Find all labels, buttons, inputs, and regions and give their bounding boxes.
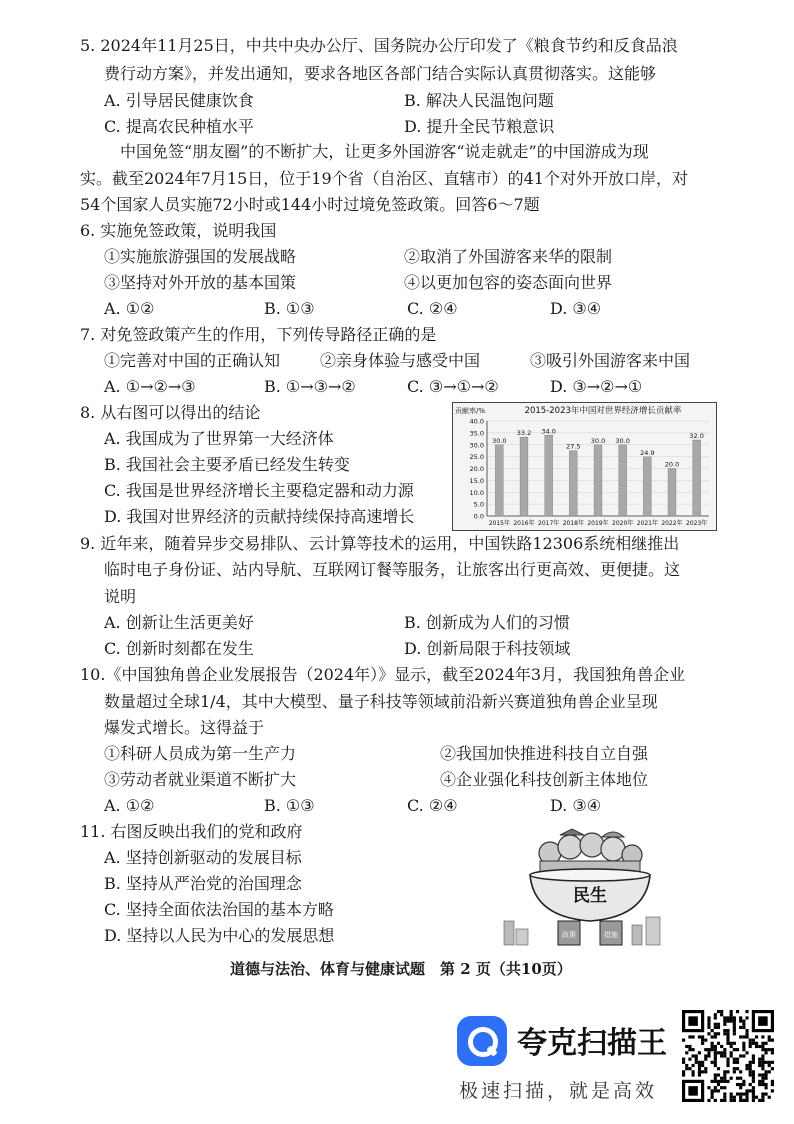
q6-option-a: A. ①② bbox=[104, 299, 155, 318]
page-footer: 道德与法治、体育与健康试题 第 2 页（共10页） bbox=[230, 960, 572, 978]
q5-option-b: B. 解决人民温饱问题 bbox=[404, 91, 554, 110]
q6-statement-1: ①实施旅游强国的发展战略 bbox=[104, 247, 297, 266]
scanner-logo-icon bbox=[457, 1016, 507, 1066]
chart-bar bbox=[693, 440, 701, 516]
chart-title: 2015-2023年中国对世界经济增长贡献率 bbox=[524, 406, 682, 416]
chart-bar bbox=[594, 445, 602, 516]
left-hand-label: 政策 bbox=[562, 931, 576, 939]
q7-statement-3: ③吸引外国游客来中国 bbox=[530, 351, 691, 370]
q10-stem-line-3: 爆发式增长。这得益于 bbox=[104, 718, 265, 737]
bowl-label: 民生 bbox=[573, 886, 607, 906]
q6-statement-3: ③坚持对外开放的基本国策 bbox=[104, 273, 297, 292]
chart-bar bbox=[619, 445, 627, 516]
q8-option-a: A. 我国成为了世界第一大经济体 bbox=[104, 429, 334, 448]
chart-data-label: 30.0 bbox=[615, 436, 630, 445]
q5-option-d: D. 提升全民节粮意识 bbox=[404, 117, 555, 136]
qr-code-icon bbox=[682, 1010, 774, 1102]
contribution-rate-chart bbox=[452, 402, 717, 531]
chart-y-tick-label: 20.0 bbox=[469, 465, 484, 473]
chart-y-tick-label: 30.0 bbox=[469, 441, 484, 450]
q11-option-c: C. 坚持全面依法治国的基本方略 bbox=[104, 900, 334, 919]
chart-y-tick-label: 35.0 bbox=[469, 429, 484, 438]
q8-option-b: B. 我国社会主要矛盾已经发生转变 bbox=[104, 455, 350, 474]
q9-stem-line-3: 说明 bbox=[104, 587, 137, 606]
q6-statement-2: ②取消了外国游客来华的限制 bbox=[404, 247, 613, 266]
chart-bar bbox=[520, 437, 528, 516]
chart-x-tick-label: 2021年 bbox=[636, 520, 658, 527]
chart-y-tick-label: 25.0 bbox=[469, 453, 484, 462]
q6-option-d: D. ③④ bbox=[550, 299, 602, 318]
chart-data-label: 30.0 bbox=[492, 436, 507, 445]
q7-option-c: C. ③→①→② bbox=[407, 377, 499, 396]
q10-stem-line-1: 10.《中国独角兽企业发展报告（2024年）》显示，截至2024年3月，我国独角兽企业 bbox=[80, 665, 686, 684]
scanner-watermark bbox=[457, 1012, 677, 1107]
chart-data-label: 24.9 bbox=[640, 448, 655, 457]
right-hand-label: 措施 bbox=[604, 931, 618, 939]
q5-stem-line-1: 5. 2024年11月25日，中共中央办公厅、国务院办公厅印发了《粮食节约和反食品浪 bbox=[80, 36, 678, 55]
chart-data-label: 30.0 bbox=[590, 436, 606, 445]
q6-option-b: B. ①③ bbox=[264, 299, 315, 318]
chart-x-tick-label: 2016年 bbox=[513, 520, 535, 527]
q11-option-b: B. 坚持从严治党的治国理念 bbox=[104, 874, 302, 893]
chart-y-tick-label: 10.0 bbox=[469, 488, 484, 497]
chart-y-tick-label: 5.0 bbox=[473, 500, 484, 509]
chart-x-tick-label: 2015年 bbox=[488, 520, 510, 527]
chart-svg bbox=[453, 403, 716, 530]
chart-bar bbox=[545, 435, 553, 516]
q9-stem-line-2: 临时电子身份证、站内导航、互联网订餐等服务，让旅客出行更高效、更便捷。这 bbox=[104, 560, 681, 579]
q8-option-d: D. 我国对世界经济的贡献持续保持高速增长 bbox=[104, 507, 415, 526]
material-line-3: 54个国家人员实施72小时或144小时过境免签政策。回答6～7题 bbox=[80, 195, 540, 214]
q9-option-c: C. 创新时刻都在发生 bbox=[104, 639, 254, 658]
q5-option-c: C. 提高农民种植水平 bbox=[104, 117, 254, 136]
q10-statement-2: ②我国加快推进科技自立自强 bbox=[440, 744, 649, 763]
q10-stem-line-2: 数量超过全球1/4，其中大模型、量子科技等领域前沿新兴赛道独角兽企业呈现 bbox=[104, 692, 658, 711]
q9-option-d: D. 创新局限于科技领域 bbox=[404, 639, 571, 658]
q8-stem: 8. 从右图可以得出的结论 bbox=[80, 403, 261, 422]
chart-data-label: 34.0 bbox=[541, 427, 556, 436]
chart-x-tick-label: 2019年 bbox=[587, 520, 609, 527]
chart-data-label: 27.5 bbox=[566, 442, 581, 451]
q10-statement-4: ④企业强化科技创新主体地位 bbox=[440, 770, 649, 789]
q10-option-d: D. ③④ bbox=[550, 796, 602, 815]
chart-data-label: 32.0 bbox=[689, 432, 704, 440]
material-line-2: 实。截至2024年7月15日，位于19个省（自治区、直辖市）的41个对外开放口岸，对 bbox=[80, 169, 688, 188]
chart-y-tick-label: 40.0 bbox=[469, 417, 484, 426]
livelihood-cartoon bbox=[500, 825, 665, 947]
q6-stem: 6. 实施免签政策，说明我国 bbox=[80, 221, 277, 240]
material-line-1: 中国免签“朋友圈”的不断扩大，让更多外国游客“说走就走”的中国游成为现 bbox=[120, 142, 649, 161]
q9-stem-line-1: 9. 近年来，随着异步交易排队、云计算等技术的运用，中国铁路12306系统相继推出 bbox=[80, 534, 680, 553]
q7-option-d: D. ③→②→① bbox=[550, 377, 643, 396]
q7-option-a: A. ①→②→③ bbox=[104, 377, 196, 396]
chart-bar bbox=[643, 457, 651, 516]
q10-option-c: C. ②④ bbox=[407, 796, 458, 815]
chart-bar bbox=[495, 445, 503, 516]
q11-option-d: D. 坚持以人民为中心的发展思想 bbox=[104, 926, 335, 945]
chart-data-label: 33.2 bbox=[516, 429, 532, 438]
q7-option-b: B. ①→③→② bbox=[264, 377, 356, 396]
chart-bar bbox=[569, 451, 577, 516]
q6-option-c: C. ②④ bbox=[407, 299, 458, 318]
q10-option-a: A. ①② bbox=[104, 796, 155, 815]
q10-option-b: B. ①③ bbox=[264, 796, 315, 815]
q9-option-b: B. 创新成为人们的习惯 bbox=[404, 613, 570, 632]
q5-stem-line-2: 费行动方案》，并发出通知，要求各地区各部门结合实际认真贯彻落实。这能够 bbox=[104, 64, 657, 83]
chart-x-tick-label: 2023年 bbox=[686, 520, 708, 527]
q7-statement-1: ①完善对中国的正确认知 bbox=[104, 351, 281, 370]
q7-statement-2: ②亲身体验与感受中国 bbox=[320, 351, 481, 370]
q10-statement-3: ③劳动者就业渠道不断扩大 bbox=[104, 770, 297, 789]
chart-x-tick-label: 2022年 bbox=[661, 520, 683, 527]
chart-x-tick-label: 2020年 bbox=[612, 520, 634, 527]
q10-statement-1: ①科研人员成为第一生产力 bbox=[104, 744, 297, 763]
chart-y-tick-label: 15.0 bbox=[469, 476, 484, 485]
q6-statement-4: ④以更加包容的姿态面向世界 bbox=[404, 273, 613, 292]
chart-y-axis-label: 贡献率/% bbox=[455, 407, 486, 415]
chart-data-label: 20.0 bbox=[664, 460, 680, 469]
chart-x-tick-label: 2017年 bbox=[538, 520, 560, 527]
q8-option-c: C. 我国是世界经济增长主要稳定器和动力源 bbox=[104, 481, 414, 500]
scanner-brand-name: 夸克扫描王 bbox=[517, 1026, 667, 1061]
q11-option-a: A. 坚持创新驱动的发展目标 bbox=[104, 848, 302, 867]
chart-y-tick-label: 0.0 bbox=[473, 512, 484, 521]
scanner-slogan: 极速扫描，就是高效 bbox=[459, 1080, 658, 1102]
q9-option-a: A. 创新让生活更美好 bbox=[104, 613, 254, 632]
q11-stem: 11. 右图反映出我们的党和政府 bbox=[80, 822, 303, 841]
q7-stem: 7. 对免签政策产生的作用，下列传导路径正确的是 bbox=[80, 325, 437, 344]
chart-bar bbox=[668, 469, 676, 517]
q5-option-a: A. 引导居民健康饮食 bbox=[104, 91, 254, 110]
chart-x-tick-label: 2018年 bbox=[562, 520, 584, 527]
